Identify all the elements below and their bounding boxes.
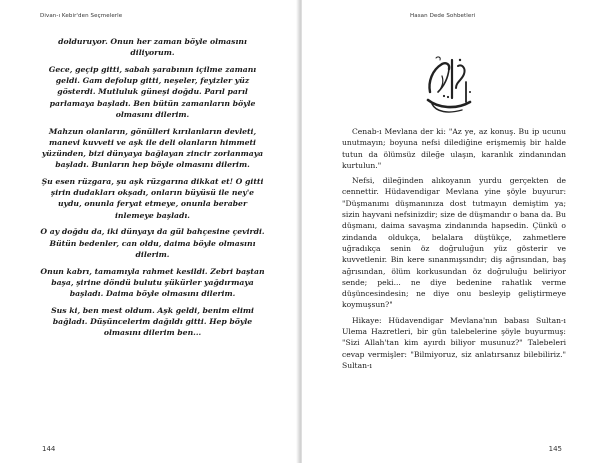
left-paragraph: dolduruyor. Onun her zaman böyle olmasını diliyorum. [58, 37, 247, 58]
right-running-head: Hasan Dede Sohbetleri [410, 13, 476, 19]
left-page-body [40, 36, 265, 344]
right-page-body [342, 126, 566, 371]
left-paragraph: Mahzun olanların, gönülleri kırılanların devleti, manevi kuvveti ve aşk ile deli olanların himmeti yüzünden, bizi dünyaya bağlayan zincir zorlanmaya başladı. Bunların hep böyle olmasını dilerim. [41, 126, 264, 170]
left-paragraph: Gece, geçip gitti, sabah şarabının içilme zamanı geldi. Gam defolup gitti, neşeler, feyizler yüz gösterdi. Mutluluk güneşi doğdu. Parıl parıl parlamaya başladı. Ben bütün zamanların böyle olmasını dilerim. [48, 65, 257, 119]
right-page-number: 145 [548, 445, 562, 453]
right-paragraph: Nefsi, dileğinden alıkoyanın yurdu gerçekten de cennettir. Hüdavendigar Mevlana yine şöyle buyurur: "Düşmanımı düşmanınıza dost tutmayın demiştim ya; sizin hayvani nefsinizdir; size de düşmandır o bana da. Bu düşmanı, daima savaşma zindanında hapsedin. Çünkü o zindanda oldukça, belalara düştükçe, zahmetlere uğradıkça senin öz doğruluğun yüz gösterir ve kuvvetlenir. Bin kere sınanmışsındır; diş ağrısından, baş ağrısından, ölüm korkusundan öz doğruluğu beliriyor sende; peki... ne diye bedenine rahatlık verme düşüncesindesin; ne diye onu besleyip geliştirmeye koymuşsun?" [342, 176, 566, 310]
left-paragraph: Onun kabrı, tamamıyla rahmet kesildi. Zebri baştan başa, şirine döndü bulutu şükürler yağdırmaya başladı. Daima böyle olmasını dilerim. [40, 266, 265, 299]
left-paragraph: O ay doğdu da, iki dünyayı da gül bahçesine çevirdi. Bütün bedenler, can oldu, daima böyle olmasını dilerim. [40, 227, 265, 259]
calligraphy-ornament-icon [422, 52, 476, 116]
right-page [302, 0, 600, 463]
left-paragraph: Sus ki, ben mest oldum. Aşk geldi, benim elimi bağladı. Düşüncelerim dağıldı gitti. Hep böyle olmasını dilerim ben... [51, 305, 254, 338]
right-paragraph: Hikaye: Hüdavendigar Mevlana'nın babası Sultan-ı Ulema Hazretleri, bir gün talebelerine şöyle buyurmuş: "Sizi Allah'tan kim ayırdı biliyor musunuz?" Talebeleri cevap vermişler: "Bilmiyoruz, siz anlatırsanız bilebiliriz." Sultan-ı [342, 315, 566, 370]
left-page-number: 144 [42, 445, 56, 453]
left-page [0, 0, 298, 463]
right-paragraph: Cenab-ı Mevlana der ki: "Az ye, az konuş. Bu ip ucunu unutmayın; boyuna nefsi dilediğine erişmemiş bir halde tutun da ölümsüz dileğe ulaşın, karanlık zindanından kurtulun." [342, 127, 566, 170]
left-paragraph: Şu esen rüzgara, şu aşk rüzgarına dikkat et! O gitti şirin dudakları okşadı, onların büyüsü ile ney'e uydu, onunla feryat etmeye, onunla beraber inlemeye başladı. [41, 177, 264, 220]
left-running-head: Divan-ı Kebir'den Seçmelerle [40, 13, 123, 19]
